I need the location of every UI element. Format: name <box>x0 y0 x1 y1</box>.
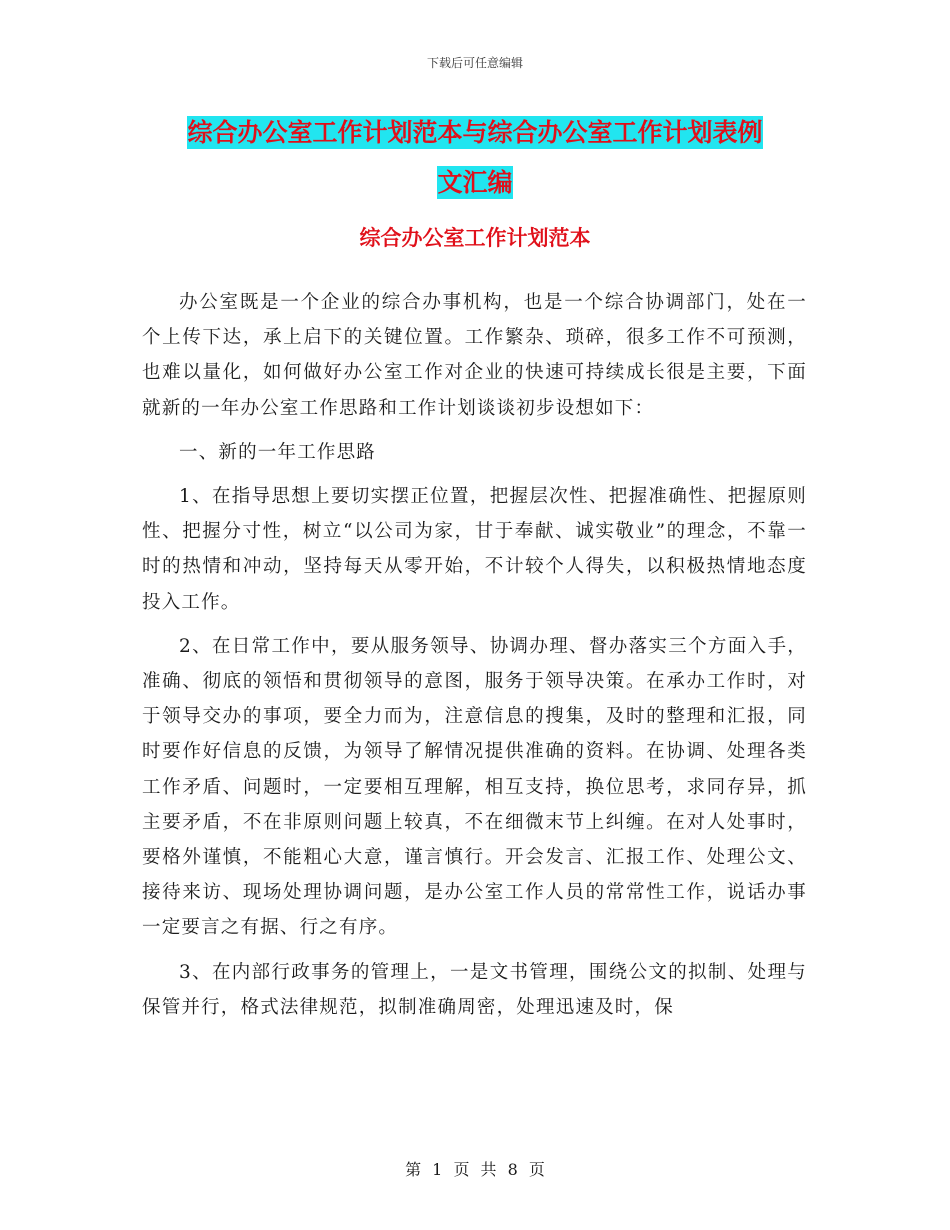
section-title: 综合办公室工作计划范本 <box>359 225 591 250</box>
paragraph: 1、在指导思想上要切实摆正位置，把握层次性、把握准确性、把握原则性、把握分寸性，树立“以公司为家，甘于奉献、诚实敬业”的理念，不靠一时的热情和冲动，坚持每天从零开始，不计较个人得失，以积极热情地态度投入工作。 <box>142 486 807 613</box>
paragraph: 3、在内部行政事务的管理上，一是文书管理，围绕公文的拟制、处理与保管并行，格式法律规范，拟制准确周密，处理迅速及时，保 <box>142 961 807 1018</box>
paragraph: 办公室既是一个企业的综合办事机构，也是一个综合协调部门，处在一个上传下达，承上启下的关键位置。工作繁杂、琐碎，很多工作不可预测，也难以量化，如何做好办公室工作对企业的快速可持续成长很是主要，下面就新的一年办公室工作思路和工作计划谈谈初步设想如下： <box>142 292 807 419</box>
document-title <box>140 108 810 208</box>
paragraph: 一、新的一年工作思路 <box>179 441 377 463</box>
document-title-line-1: 综合办公室工作计划范本与综合办公室工作计划表例 <box>187 118 763 147</box>
page-number-footer: 第 1 页 共 8 页 <box>405 1160 545 1179</box>
header-note: 下载后可任意编辑 <box>426 56 523 70</box>
document-title-line-2: 文汇编 <box>437 168 513 197</box>
document-body <box>142 285 807 1034</box>
paragraph: 2、在日常工作中，要从服务领导、协调办理、督办落实三个方面入手，准确、彻底的领悟和贯彻领导的意图，服务于领导决策。在承办工作时，对于领导交办的事项，要全力而为，注意信息的搜集，及时的整理和汇报，同时要作好信息的反馈，为领导了解情况提供准确的资料。在协调、处理各类工作矛盾、问题时，一定要相互理解，相互支持，换位思考，求同存异，抓主要矛盾，不在非原则问题上较真，不在细微末节上纠缠。在对人处事时，要格外谨慎，不能粗心大意，谨言慎行。开会发言、汇报工作、处理公文、接待来访、现场处理协调问题，是办公室工作人员的常常性工作，说话办事一定要言之有据、行之有序。 <box>142 635 807 939</box>
